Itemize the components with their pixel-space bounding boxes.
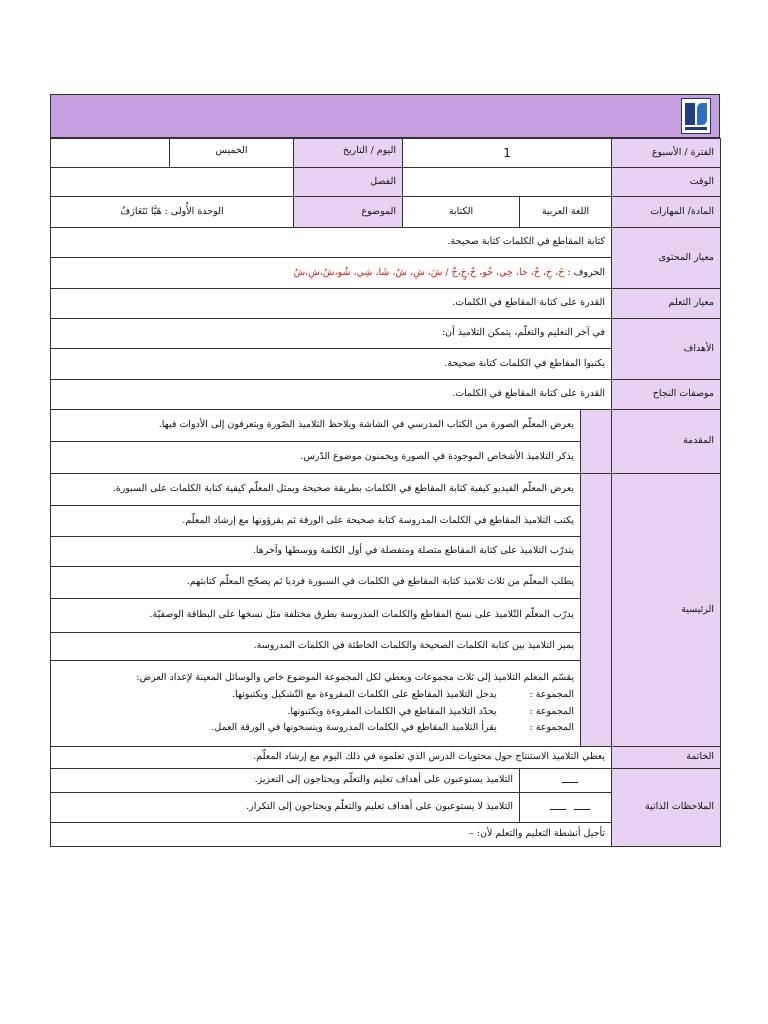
main-step: يكتب التلاميذ المقاطع في الكلمات المدروسة كتابة صحيحة على الورقة ثم يقرؤونها مع إرشاد المعلّم. — [51, 506, 581, 537]
learning-standard-text: القدرة على كتابة المقاطع في الكلمات. — [51, 289, 612, 319]
success-criteria-label: موصفات النجاح — [612, 380, 721, 410]
main-step: يميز التلاميذ بين كتابة الكلمات الصحيحة والكلمات الخاطئة في الكلمات المدروسة. — [51, 633, 581, 661]
week-value: 1 — [403, 139, 612, 168]
main-step: يتدرّب التلاميذ على كتابة المقاطع متصلة ومنفصلة في أول الكلمة ووسطها وآخرها. — [51, 537, 581, 567]
intro-step: يذكر التلاميذ الأشخاص الموجودة في الصورة ويخمنون موضوع الدّرس. — [51, 442, 581, 474]
school-logo-icon — [681, 98, 711, 134]
date-extra-cell — [51, 139, 170, 168]
reflection-postpone: تأجيل أنشطة التعليم والتعلم لأن: – — [51, 823, 612, 847]
reflection-achieved: التلاميذ يستوعبون على أهداف تعليم والتعلّم ويحتاجون إلى التعزيز. — [51, 769, 520, 793]
reflection-label: الملاحظات الذاتية — [612, 769, 721, 847]
main-label: الرئيسية — [612, 474, 721, 747]
content-standard-label: معيار المحتوى — [612, 228, 721, 289]
time-label: الوقت — [612, 168, 721, 197]
subject-label: المادة/ المهارات — [612, 197, 721, 228]
intro-step: يعرض المعلّم الصورة من الكتاب المدرسي في الشاشة ويلاحظ التلاميذ الصّورة ويتعرفون إلى الأدوات فيها. — [51, 410, 581, 442]
lesson-plan-table — [50, 138, 721, 847]
closing-label: الخاتمة — [612, 747, 721, 769]
letters-label: الحروف : — [567, 266, 606, 278]
success-criteria-text: القدرة على كتابة المقاطع في الكلمات. — [51, 380, 612, 410]
group-item: المجموعة :يقرأ التلاميذ المقاطع في الكلمات المدروسة وينسخونها في الورقة العمل. — [211, 722, 575, 734]
subject-value: اللغة العربية — [520, 197, 612, 228]
learning-standard-label: معيار التعلم — [612, 289, 721, 319]
group-item: المجموعة :يحدّد التلاميذ المقاطع في الكلمات المقروءة ويكتبونها. — [287, 705, 575, 717]
intro-side-cell — [581, 410, 612, 474]
objectives-label: الأهداف — [612, 319, 721, 380]
skill-value: الكتابة — [403, 197, 520, 228]
topic-label: الموضوع — [294, 197, 403, 228]
time-value — [403, 168, 612, 197]
content-standard-letters — [51, 258, 612, 289]
intro-label: المقدمة — [612, 410, 721, 474]
class-label: الفصل — [294, 168, 403, 197]
reflection-not-achieved: التلاميذ لا يستوعبون على أهداف تعليم والتعلّم ويحتاجون إلى التكرار. — [51, 793, 520, 823]
main-step: يطلب المعلّم من ثلاث تلاميذ كتابة المقاطع في الكلمات في السبورة فرديا ثم يصحّح المعلّم كتابتهم. — [51, 567, 581, 599]
date-label: اليوم / التاريخ — [294, 139, 403, 168]
lesson-plan — [50, 94, 720, 847]
reflection-blank — [520, 793, 612, 823]
main-side-cell — [581, 474, 612, 747]
day-value: الخميس — [170, 139, 294, 168]
header-bar — [50, 94, 720, 138]
group-work — [51, 661, 581, 747]
objectives-item: يكتبوا المقاطع في الكلمات كتابة صحيحة. — [51, 349, 612, 380]
class-value — [51, 168, 294, 197]
letters-list: خَ، خِ، خُ، خا، خِي، خُو، خٌ،خٍ،خٌ / شَ، شِ، شُ، شَا، شِي، شُو،شُ،شِ،شٌ — [293, 266, 565, 278]
group-item: المجموعة :يدخل التلاميذ المقاطع على الكلمات المقروءة مع التّشكيل ويكتبونها. — [231, 688, 575, 700]
content-standard-text: كتابة المقاطع في الكلمات كتابة صحيحة. — [51, 228, 612, 258]
closing-text: يعطي التلاميذ الاستنتاج حول محتويات الدرس الذي تعلموه في ذلك اليوم مع إرشاد المعلّم. — [51, 747, 612, 769]
group-intro: يقسّم المعلم التلاميذ إلى ثلاث مجموعات ويعطي لكل المجموعة الموضوع خاص والوسائل المعينة لإعداد العرض: — [136, 671, 575, 683]
topic-value: الوحدة الأُولى : هَيَّا نَتَعَارَفُ — [51, 197, 294, 228]
objectives-intro: في آخر التعليم والتعلّم، يتمكن التلاميذ أن: — [51, 319, 612, 349]
week-label: الفترة / الأسبوع — [612, 139, 721, 168]
main-step: يدرّب المعلّم التّلاميذ على نسخ المقاطع والكلمات المدروسة بطرق مختلفة مثل نسخها على البطاقة الوصفيّة. — [51, 599, 581, 633]
main-step: يعرض المعلّم الفيديو كيفية كتابة المقاطع في الكلمات بطريقة صحيحة ويمثل المعلّم كيفية كتابة الكلمات على السبورة. — [51, 474, 581, 506]
reflection-blank — [520, 769, 612, 793]
